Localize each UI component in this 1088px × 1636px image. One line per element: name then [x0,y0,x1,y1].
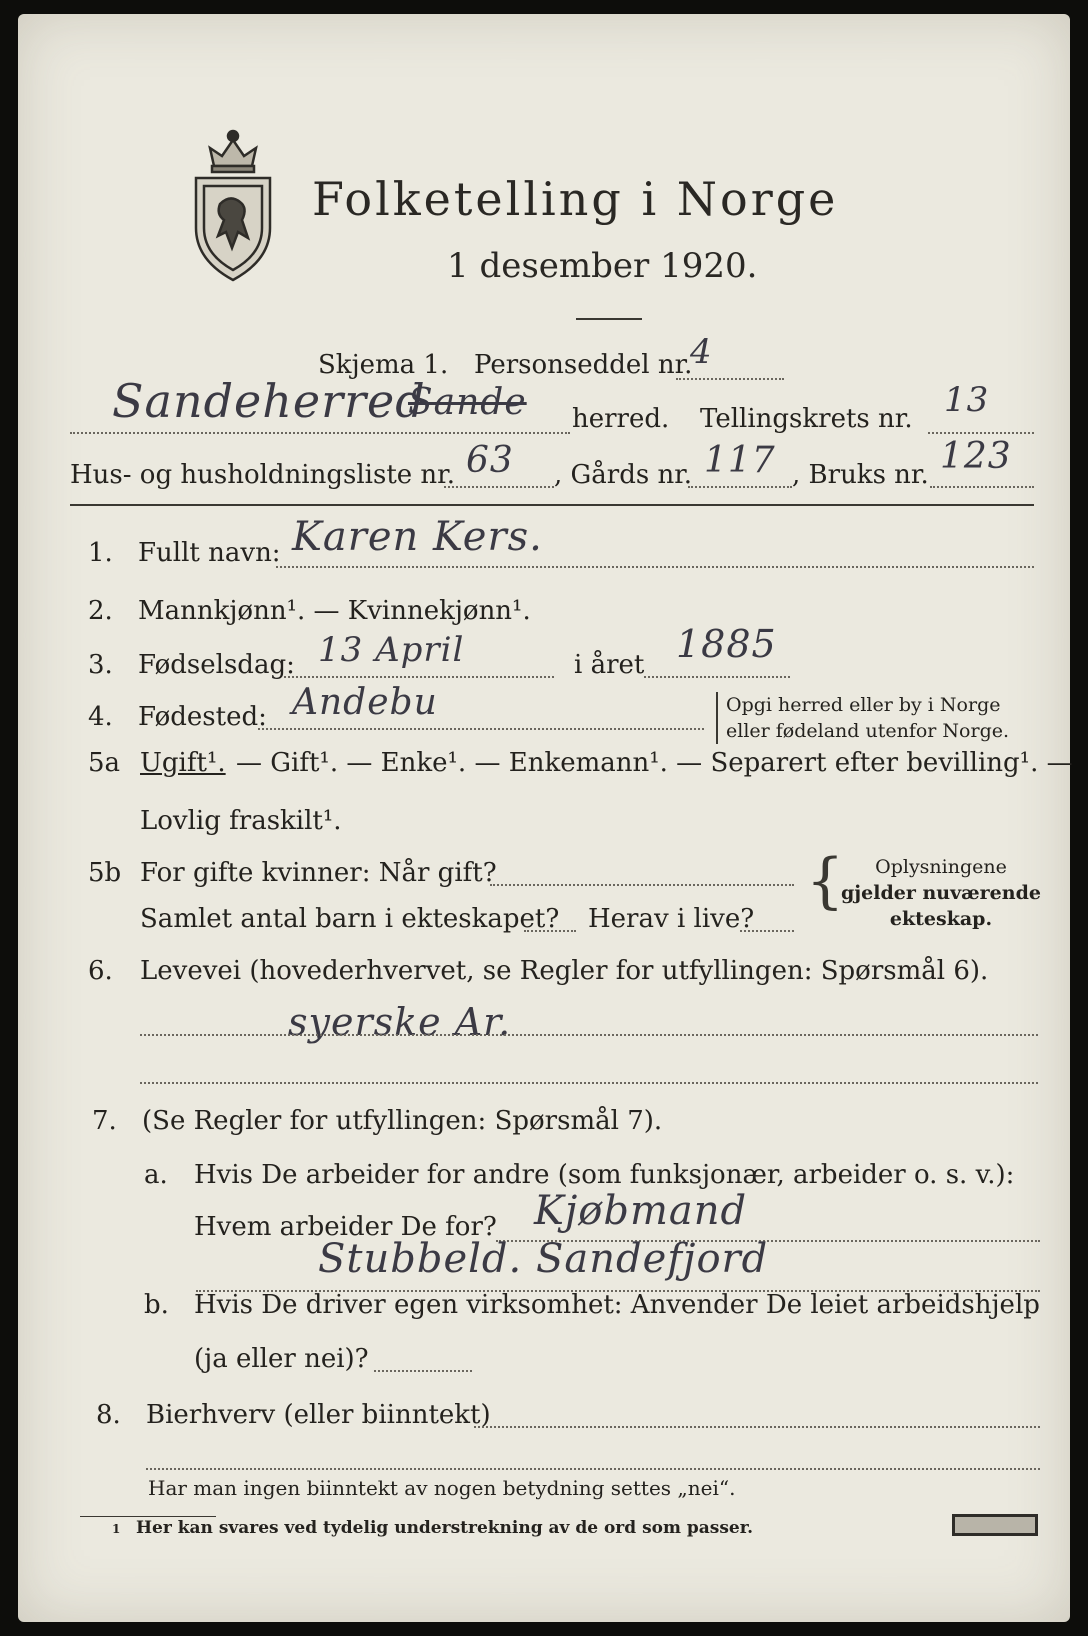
tellingskrets-value[interactable]: 13 [944,380,990,420]
q5b-naar-gift-line [490,884,794,886]
bruks-label: , Bruks nr. [792,460,929,490]
q7b-line [374,1370,472,1372]
q5b-live-line [740,930,794,932]
q2-number: 2. [88,596,113,626]
q5a-options: — Gift¹. — Enke¹. — Enkemann¹. — Separert efter bevilling¹. — [236,748,1073,778]
footnote-marker: 1 [112,1522,121,1536]
title-divider [576,318,642,320]
gards-line [688,486,792,488]
q8-line2 [146,1468,1040,1470]
q5a-ugift-underlined: Ugift¹. [140,748,226,778]
census-date: 1 desember 1920. [447,246,758,286]
hus-line [444,486,554,488]
q7a-value2[interactable]: Stubbeld. Sandefjord [318,1236,769,1282]
q5b-label-barn: Samlet antal barn i ekteskapet? [140,904,560,934]
q3-year-label: i året [574,650,645,680]
hus-value[interactable]: 63 [466,440,514,481]
q5b-label-naar-gift: For gifte kvinner: Når gift? [140,858,497,888]
herred-value[interactable]: Sandeherred [112,374,426,428]
q7-label: (Se Regler for utfyllingen: Spørsmål 7). [142,1106,663,1136]
bruks-line [930,486,1034,488]
printer-stamp [952,1514,1038,1536]
q7a-sub-label: Hvem arbeider De for? [194,1212,497,1242]
q7-number: 7. [92,1106,117,1136]
q6-line1 [140,1034,1038,1036]
q3-line [284,676,554,678]
q7a-value1[interactable]: Kjøbmand [534,1188,748,1234]
footnote-text: Her kan svares ved tydelig understrekning av de ord som passer. [136,1518,754,1538]
q3-value[interactable]: 13 April [318,630,465,670]
q4-note-line2: eller fødeland utenfor Norge. [726,720,1010,742]
q8-number: 8. [96,1400,121,1430]
q6-line2 [140,1082,1038,1084]
skjema-label: Skjema 1. [318,350,449,380]
q5b-label-live: Herav i live? [588,904,755,934]
personseddel-value[interactable]: 4 [690,332,713,372]
q2-label: Mannkjønn¹. — Kvinnekjønn¹. [138,596,531,626]
q5a-number: 5a [88,748,121,778]
norway-coat-of-arms-icon [190,124,276,284]
q5b-number: 5b [88,858,122,888]
q1-line [276,566,1034,568]
q1-value[interactable]: Karen Kers. [292,514,543,560]
q4-number: 4. [88,702,113,732]
q7a-letter: a. [144,1160,168,1190]
tellingskrets-line [928,432,1034,434]
q6-number: 6. [88,956,113,986]
q3-number: 3. [88,650,113,680]
q6-value[interactable]: syerske Ar. [288,1000,512,1044]
q5b-barn-line [524,930,576,932]
q4-value[interactable]: Andebu [292,682,438,723]
personseddel-label: Personseddel nr. [474,350,693,380]
q7b-label: Hvis De driver egen virksomhet: Anvender De leiet arbeidshjelp [194,1290,1040,1320]
q5b-note-line2: gjelder nuværende [841,882,1041,904]
tellingskrets-label: Tellingskrets nr. [700,404,913,434]
q3-label: Fødselsdag: [138,650,295,680]
q1-number: 1. [88,538,113,568]
q5a-line2: Lovlig fraskilt¹. [140,806,342,836]
q4-label: Fødested: [138,702,267,732]
q5b-note-line1: Oplysningene [875,856,1007,878]
header-separator [70,504,1034,506]
q8-line1 [474,1426,1040,1428]
hus-label: Hus- og husholdningsliste nr. [70,460,456,490]
q5b-note [836,854,1046,932]
herred-struck-value: Sande [408,382,527,423]
form-title: Folketelling i Norge [312,172,839,226]
gards-label: , Gårds nr. [554,460,693,490]
q7b-sub-label: (ja eller nei)? [194,1344,369,1374]
q3-year-value[interactable]: 1885 [676,622,777,666]
nei-note: Har man ingen biinntekt av nogen betydning settes „nei“. [148,1476,736,1500]
q3-year-line [644,676,790,678]
gards-value[interactable]: 117 [704,440,776,481]
personseddel-line [676,378,784,380]
q5b-note-line3: ekteskap. [889,908,993,930]
q8-label: Bierhverv (eller biinntekt) [146,1400,491,1430]
q4-line [258,728,704,730]
q7b-letter: b. [144,1290,169,1320]
q4-note [716,692,1009,744]
bruks-value[interactable]: 123 [940,436,1012,477]
herred-label: herred. [572,404,670,434]
herred-line [70,432,570,434]
q1-label: Fullt navn: [138,538,281,568]
q5b-brace: { [806,846,845,916]
q4-note-line1: Opgi herred eller by i Norge [726,694,1001,716]
q7a-label: Hvis De arbeider for andre (som funksjonær, arbeider o. s. v.): [194,1160,1015,1190]
footnote-rule [80,1516,216,1517]
q6-label: Levevei (hovederhvervet, se Regler for utfyllingen: Spørsmål 6). [140,956,989,986]
